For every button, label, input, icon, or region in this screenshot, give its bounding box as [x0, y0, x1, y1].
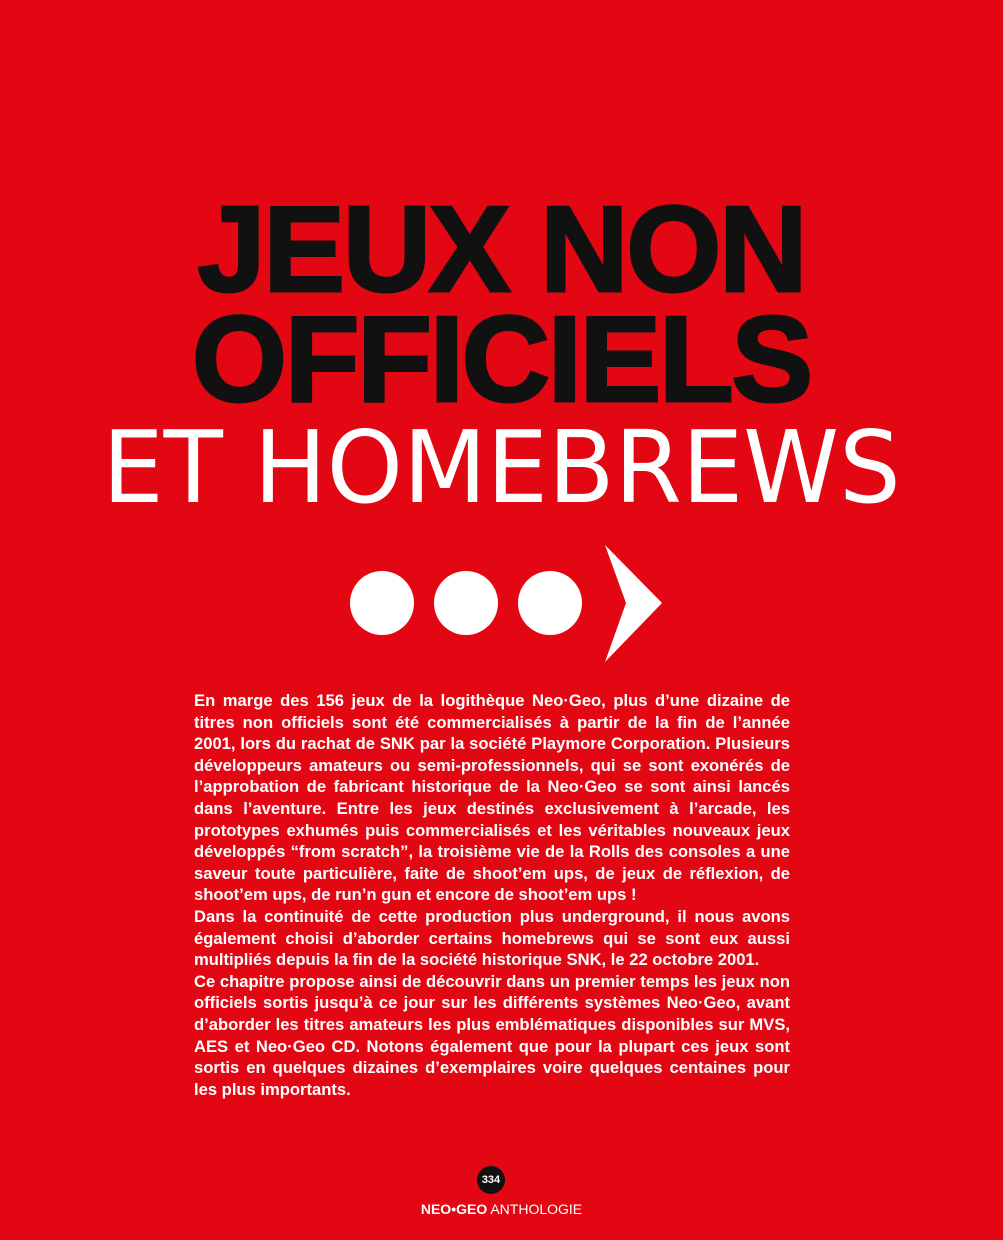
- dot-icon: [518, 571, 582, 635]
- dot-icon: [350, 571, 414, 635]
- dot-icon: [434, 571, 498, 635]
- three-dots-arrow-decoration: [340, 538, 670, 668]
- paragraph-2: Dans la continuité de cette production plus underground, il nous avons également choisi d’aborder certains homebrews qui se sont eux aussi multipliés depuis la fin de la société historique SNK, le 22 octobre 2001.: [194, 906, 790, 970]
- chevron-right-icon: [605, 545, 662, 662]
- brand-subtitle: ANTHOLOGIE: [490, 1201, 583, 1217]
- brand-bullet: •: [451, 1201, 457, 1217]
- title-line-2: OFFICIELS: [191, 291, 812, 427]
- page-number-badge: 334: [477, 1166, 505, 1194]
- brand-geo: GEO: [456, 1201, 488, 1217]
- title-line-3: ET HOMEBREWS: [102, 409, 901, 526]
- paragraph-1: En marge des 156 jeux de la logithèque Neo·Geo, plus d’une dizaine de titres non officiels sont été commercialisés à partir de la fin de l’année 2001, lors du rachat de SNK par la société Playmore Corporation. Plusieurs développeurs amateurs ou semi-professionnels, qui se sont exonérés de l’approbation de fabricant historique de la Neo·Geo se sont ainsi lancés dans l’aventure. Entre les jeux destinés exclusivement à l’arcade, les prototypes exhumés puis commercialisés et les véritables nouveaux jeux développés “from scratch”, la troisième vie de la Rolls des consoles a une saveur toute particulière, faite de shoot’em ups, de jeux de réflexion, de shoot’em ups, de run’n gun et encore de shoot’em ups !: [194, 691, 790, 905]
- footer-brand: [0, 1200, 1003, 1218]
- title-line-1: JEUX NON: [197, 181, 806, 317]
- paragraph-3: Ce chapitre propose ainsi de découvrir dans un premier temps les jeux non officiels sortis jusqu’à ce jour sur les différents systèmes Neo·Geo, avant d’aborder les titres amateurs les plus emblématiques disponibles sur MVS, AES et Neo·Geo CD. Notons également que pour la plupart ces jeux sont sortis en quelques dizaines d’exemplaires voire quelques centaines pour les plus importants.: [194, 971, 790, 1099]
- intro-text: [194, 690, 790, 1100]
- brand-neo: NEO: [420, 1201, 452, 1217]
